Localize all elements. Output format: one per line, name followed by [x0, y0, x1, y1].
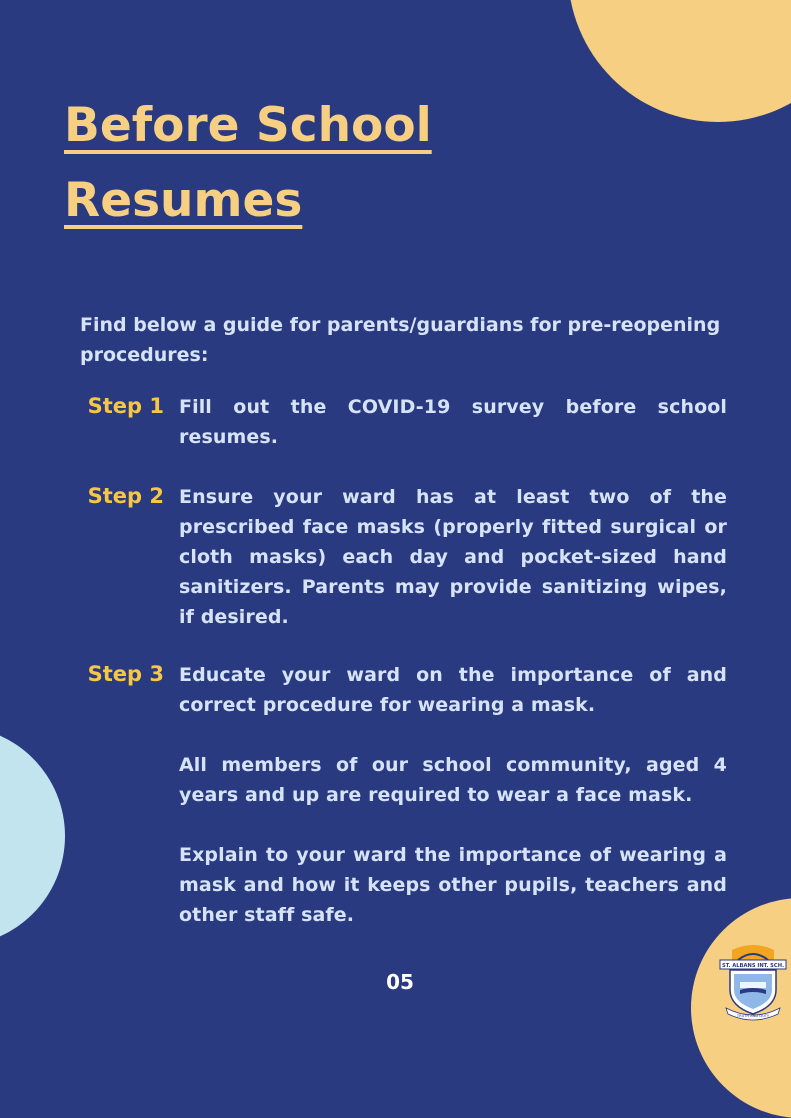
- school-crest-logo: [718, 942, 788, 1022]
- step-1-label: Step 1: [87, 394, 164, 418]
- page-title: [64, 88, 432, 238]
- page-title-line1: Before School: [64, 98, 432, 153]
- page-number: 05: [386, 970, 414, 994]
- step-2-paragraph: Ensure your ward has at least two of the prescribed face masks (properly fitted surgical or cloth masks) each day and pocket-sized hand sanitizers. Parents may provide sanitizing wipes, if desired.: [179, 486, 727, 628]
- step-3-text: [179, 660, 727, 930]
- step-3-paragraph-2: All members of our school community, aged 4 years and up are required to wear a face mask.: [179, 754, 727, 806]
- step-1-text: [179, 392, 727, 452]
- svg-text:TRUTH AND DUTY: TRUTH AND DUTY: [736, 1014, 770, 1018]
- step-1-paragraph: Fill out the COVID-19 survey before school resumes.: [179, 396, 727, 448]
- page-title-line2: Resumes: [64, 173, 303, 228]
- decorative-circle-left: [0, 726, 65, 946]
- decorative-circle-top-right: [568, 0, 791, 122]
- step-2-label: Step 2: [87, 484, 164, 508]
- intro-text: Find below a guide for parents/guardians for pre-reopening procedures:: [80, 314, 721, 366]
- step-3-paragraph-1: Educate your ward on the importance of and correct procedure for wearing a mask.: [179, 664, 727, 716]
- svg-text:ST. ALBANS INT. SCH.: ST. ALBANS INT. SCH.: [721, 963, 785, 969]
- step-2-text: [179, 482, 727, 632]
- step-3-paragraph-3: Explain to your ward the importance of wearing a mask and how it keeps other pupils, teachers and other staff safe.: [179, 844, 727, 926]
- step-3-label: Step 3: [87, 662, 164, 686]
